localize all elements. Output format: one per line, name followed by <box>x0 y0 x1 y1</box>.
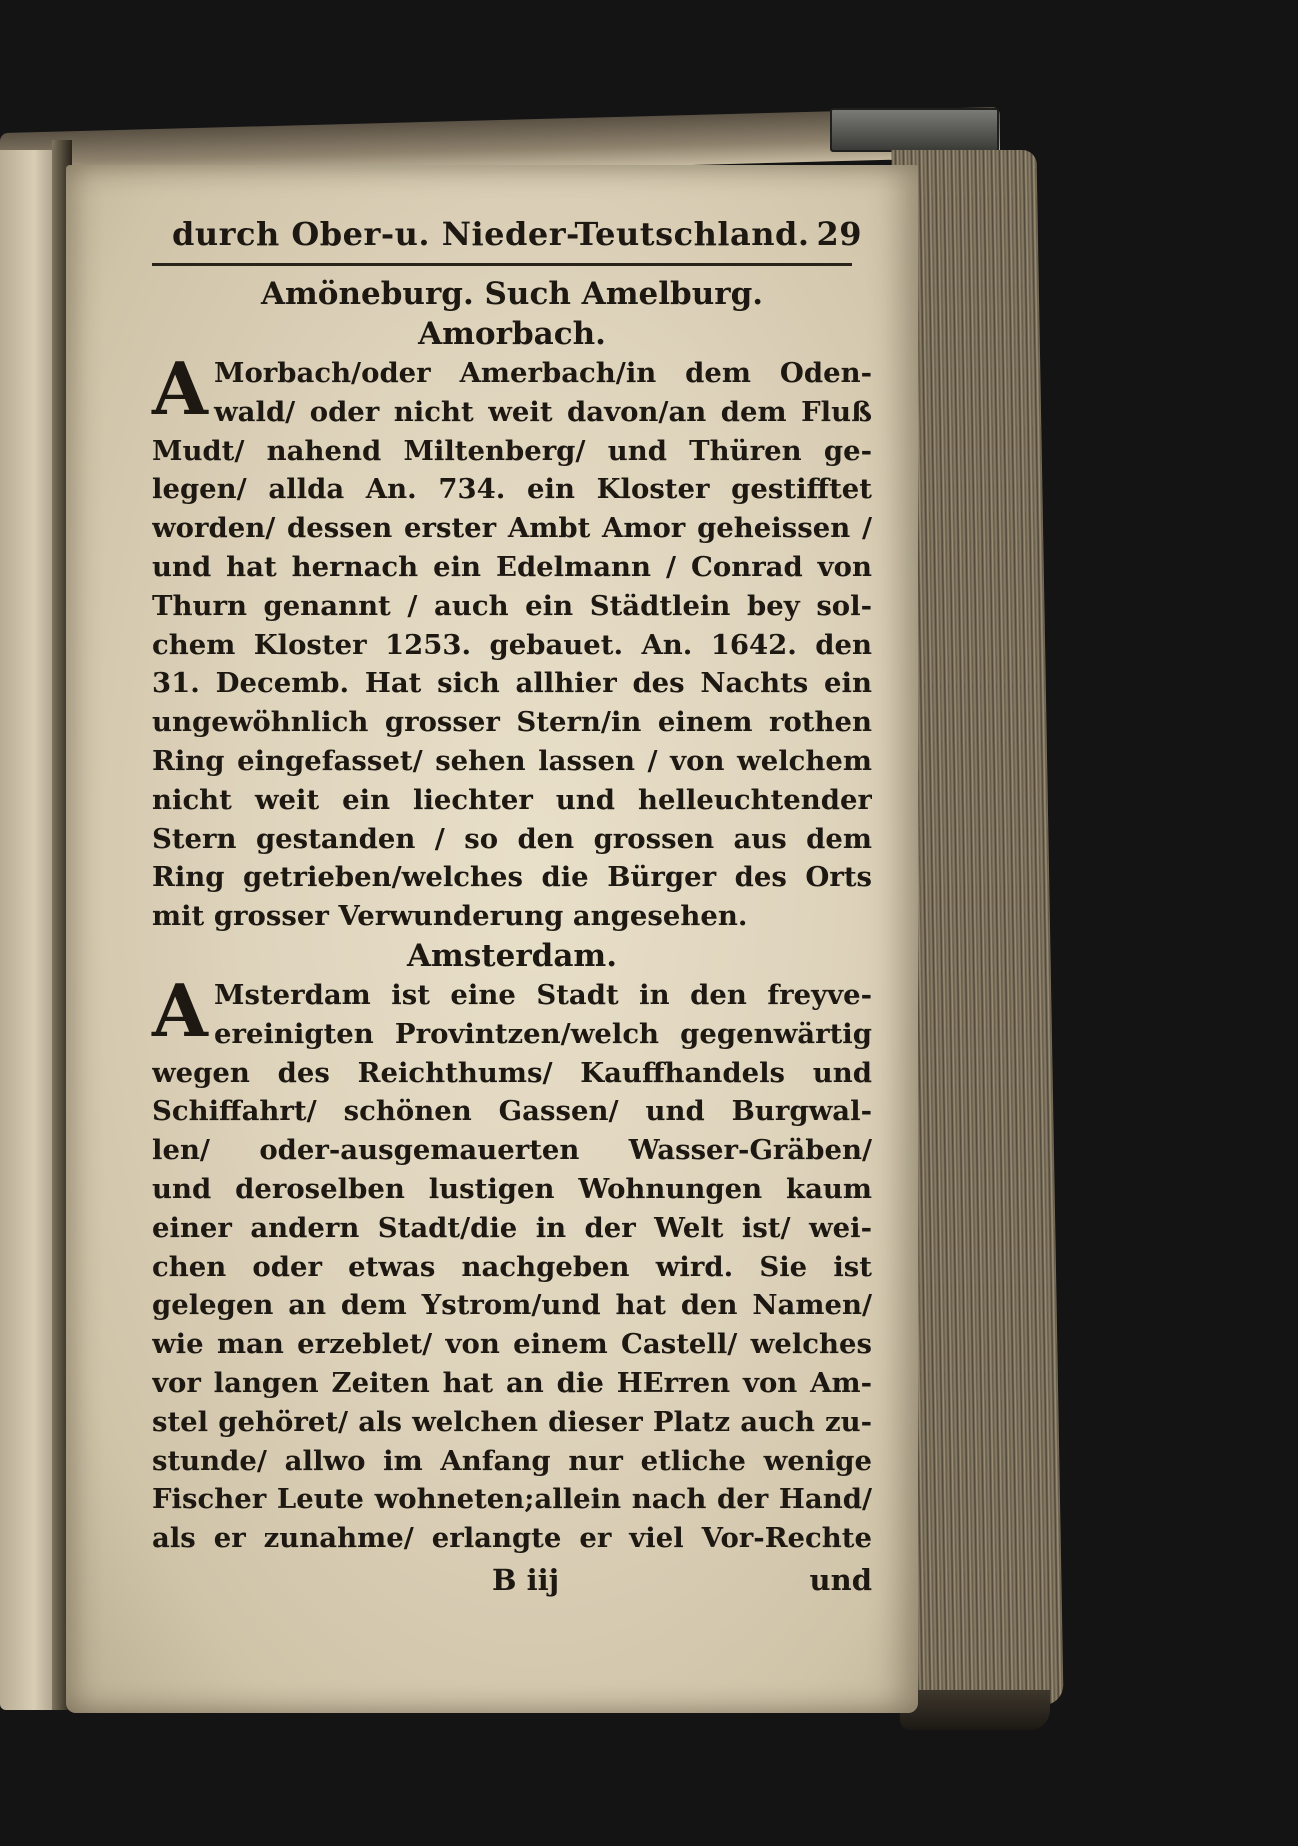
text-line: wald/ oder nicht weit davon/an dem Fluß <box>214 395 872 428</box>
text-line: chem Kloster 1253. gebauet. An. 1642. den <box>152 628 872 661</box>
text-line: stunde/ allwo im Anfang nur etliche wenige <box>152 1444 872 1477</box>
entry-heading-amorbach: Amorbach. <box>418 316 606 352</box>
text-line: wie man erzeblet/ von einem Castell/ welches <box>152 1328 872 1361</box>
text-line: legen/ allda An. 734. ein Kloster gestifftet <box>152 473 872 506</box>
bookmark-ribbon <box>830 108 999 152</box>
text-line: einer andern Stadt/die in der Welt ist/ wei- <box>152 1211 872 1244</box>
text-line: len/ oder-ausgemauerten Wasser-Gräben/ <box>152 1134 872 1167</box>
text-line: mit grosser Verwunderung angesehen. <box>152 900 748 933</box>
text-line: Ring getrieben/welches die Bürger des Orts <box>152 861 872 894</box>
page-block-bottom <box>900 1690 1050 1730</box>
text-line: worden/ dessen erster Ambt Amor geheissen / <box>152 512 872 545</box>
text-line: Mudt/ nahend Miltenberg/ und Thüren ge- <box>152 434 872 467</box>
page-text <box>152 215 872 1600</box>
text-line: wegen des Reichthums/ Kauffhandels und <box>152 1056 872 1089</box>
text-line: und hat hernach ein Edelmann / Conrad von <box>152 550 872 583</box>
text-line: 31. Decemb. Hat sich allhier des Nachts ein <box>152 667 872 700</box>
text-line: vor langen Zeiten hat an die HErren von Am- <box>152 1366 872 1399</box>
drop-cap: A <box>152 967 208 1053</box>
entry-amorbach <box>152 346 872 936</box>
drop-cap: A <box>152 346 208 431</box>
text-line: stel gehöret/ als welchen dieser Platz auch zu- <box>152 1405 872 1438</box>
text-line: Ring eingefasset/ sehen lassen / von welchem <box>152 744 872 777</box>
page-footer <box>152 1560 872 1600</box>
text-line: als er zunahme/ erlangte er viel Vor-Rechte <box>152 1522 872 1555</box>
running-title: durch Ober-u. Nieder-Teutschland. <box>172 215 810 253</box>
page-number: 29 <box>816 215 862 253</box>
running-head <box>152 215 872 253</box>
catchword: und <box>809 1562 872 1597</box>
text-line: Fischer Leute wohneten;allein nach der Hand/ <box>152 1483 872 1516</box>
header-rule <box>152 263 852 266</box>
text-line: Schiffahrt/ schönen Gassen/ und Burgwal- <box>152 1095 872 1128</box>
signature-mark: B iij <box>492 1562 560 1597</box>
text-line: nicht weit ein liechter und helleuchtender <box>152 783 872 816</box>
text-line: Msterdam ist eine Stadt in den freyve- <box>214 978 872 1011</box>
entry-amsterdam <box>152 967 872 1558</box>
entry-heading-amsterdam: Amsterdam. <box>406 937 618 974</box>
book-page <box>66 165 918 1713</box>
text-line: ereinigten Provintzen/welch gegenwärtig <box>214 1017 872 1050</box>
text-line: Stern gestanden / so den grossen aus dem <box>152 822 872 855</box>
cross-reference-heading: Amöneburg. Such Amelburg. <box>260 276 764 312</box>
text-line: und deroselben lustigen Wohnungen kaum <box>152 1172 872 1205</box>
text-line: ungewöhnlich grosser Stern/in einem rothen <box>152 706 872 739</box>
text-line: gelegen an dem Ystrom/und hat den Namen/ <box>152 1289 872 1322</box>
text-line: Thurn genannt / auch ein Städtlein bey sol- <box>152 589 872 622</box>
text-line: chen oder etwas nachgeben wird. Sie ist <box>152 1250 872 1283</box>
text-line: Morbach/oder Amerbach/in dem Oden- <box>214 357 872 389</box>
